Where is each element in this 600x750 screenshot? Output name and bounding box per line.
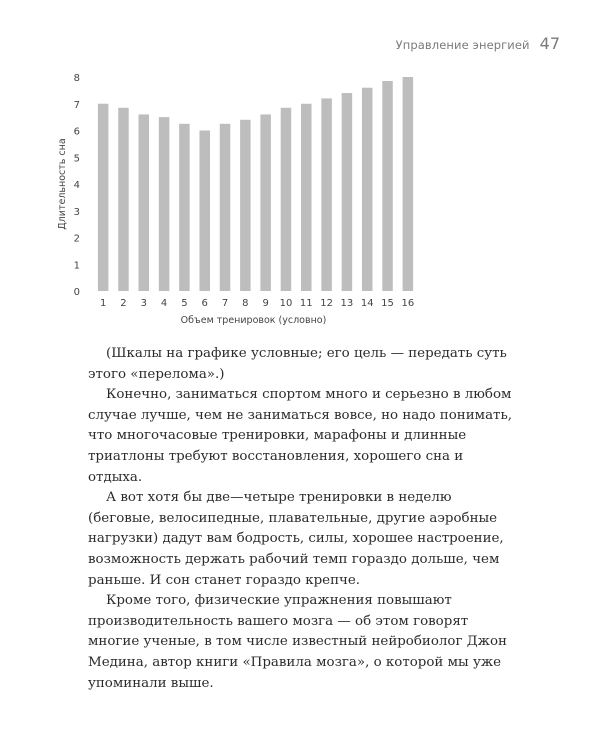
x-tick-label: 2 — [120, 298, 127, 309]
y-tick-label: 6 — [73, 126, 80, 138]
y-tick-label: 8 — [73, 73, 80, 84]
y-tick-label: 7 — [73, 99, 80, 111]
x-tick-label: 4 — [160, 298, 168, 309]
x-tick-label: 16 — [401, 298, 415, 309]
y-tick-label: 3 — [73, 206, 80, 218]
running-header — [396, 34, 560, 53]
paragraph-weekly-workouts: А вот хотя бы две—четыре тренировки в неделю (беговые, велосипедные, плавательные, другие аэробные нагрузки) дадут вам бодрость, силы, хорошее настроение, возможность держать рабочий темп гораздо дольше, чем раньше. И сон станет гораздо крепче. — [88, 490, 504, 588]
bar-15 — [382, 81, 393, 291]
bar-13 — [342, 93, 353, 291]
x-tick-label: 10 — [279, 298, 293, 309]
x-tick-label: 1 — [99, 298, 107, 309]
bar-10 — [281, 108, 292, 291]
x-tick-label: 6 — [201, 298, 208, 309]
paragraph-scale-note: (Шкалы на графике условные; его цель — передать суть этого «перелома».) — [88, 346, 507, 382]
bar-5 — [179, 124, 190, 291]
y-tick-label: 5 — [73, 153, 80, 165]
x-tick-label: 15 — [381, 298, 394, 309]
x-tick-label: 13 — [340, 298, 354, 309]
bar-7 — [220, 124, 231, 291]
x-tick-label: 14 — [360, 298, 374, 309]
x-tick-label: 3 — [140, 298, 147, 309]
bar-9 — [260, 114, 271, 291]
bar-1 — [98, 104, 109, 291]
paragraph-sport-recovery: Конечно, заниматься спортом много и серьезно в любом случае лучше, чем не заниматься вовсе, но надо понимать, что многочасовые тренировки, марафоны и длинные триатлоны требуют восстановления, хорошего сна и отдыха. — [88, 387, 513, 485]
bar-6 — [199, 131, 210, 292]
sleep-vs-training-chart — [50, 60, 430, 340]
bar-chart-svg — [50, 60, 430, 340]
y-axis-label: Длительность сна — [57, 138, 68, 230]
body-text — [88, 344, 518, 694]
y-tick-label: 0 — [73, 287, 80, 298]
bar-16 — [403, 77, 414, 291]
bar-12 — [321, 98, 332, 291]
x-tick-label: 9 — [262, 298, 269, 309]
x-tick-label: 12 — [320, 298, 333, 309]
x-tick-label: 7 — [221, 298, 229, 309]
x-tick-label: 8 — [242, 298, 249, 309]
bar-3 — [139, 114, 150, 291]
x-tick-label: 11 — [299, 298, 313, 309]
paragraph-brain-performance: Кроме того, физические упражнения повышают производительность вашего мозга — об этом говорят многие ученые, в том числе известный нейробиолог Джон Медина, автор книги «Правила мозга», о которой мы уже упоминали выше. — [88, 593, 507, 691]
bar-8 — [240, 120, 251, 291]
bar-14 — [362, 88, 373, 291]
page-number: 47 — [539, 34, 560, 53]
y-tick-label: 1 — [73, 260, 80, 272]
bar-11 — [301, 104, 312, 291]
section-title: Управление энергией — [395, 38, 530, 52]
y-tick-label: 2 — [73, 233, 80, 245]
bar-2 — [118, 108, 129, 291]
y-tick-label: 4 — [73, 180, 80, 191]
x-axis-label: Объем тренировок (условно) — [180, 315, 327, 326]
x-tick-label: 5 — [181, 298, 188, 309]
bar-4 — [159, 117, 170, 291]
